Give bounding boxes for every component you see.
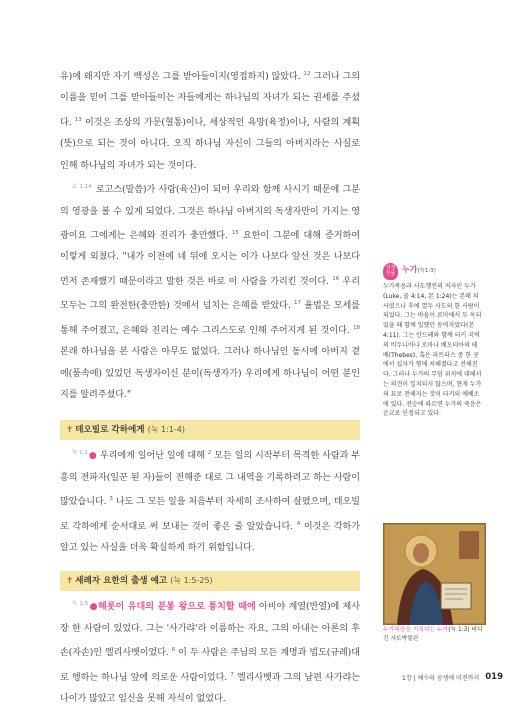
verse-number: 4 xyxy=(296,520,301,527)
section-heading-theophilus xyxy=(60,420,360,440)
section-title: 세례자 요한의 출생 예고 xyxy=(75,576,168,587)
chapter-label: 1장 | 예수의 공생애 이전까지 xyxy=(402,674,480,682)
text: 로고스(말씀)가 사람(육신)이 되어 우리와 함께 사시기 때문에 그분의 영광을 볼 수 있게 되었다. 그것은 하나님 아버지의 독생자만이 가지는 영광이요 그에게는 은혜와 진리가 충만했다. xyxy=(60,185,360,241)
verse-number: 17 xyxy=(294,300,301,307)
verse-number: 2 xyxy=(207,450,212,457)
text: 엘리사벳과 그의 남편 사가랴는 나이가 많았고 임신을 못해 자식이 없었다. xyxy=(60,672,360,705)
scripture-ref: 요 1:14 xyxy=(72,184,92,191)
sidebar-title xyxy=(402,264,436,275)
paragraph-john-1 xyxy=(60,64,360,177)
section-heading-john-baptist xyxy=(60,571,360,591)
verse-number: 6 xyxy=(171,647,176,654)
section-ref: (눅 1:1-4) xyxy=(147,425,185,435)
bullet-icon: ● xyxy=(89,602,98,613)
text: 그러나 그의 이름을 믿어 그를 받아들이는 자들에게는 하나님의 자녀가 되는 권세를 주셨다. xyxy=(60,72,361,128)
text: 모든 일의 시작부터 목격한 사람과 부흥의 전파자(일꾼 된 자)들이 전해준 대로 그 내역을 기록하려고 하는 사람이 많았습니다. xyxy=(60,451,360,508)
section-ref: (눅 1:5-25) xyxy=(170,576,213,586)
main-column xyxy=(60,64,360,711)
page-footer xyxy=(402,672,503,682)
section-title: 데오빌로 각하에게 xyxy=(75,425,145,436)
painting-illustration xyxy=(383,523,486,625)
paragraph-luke-1 xyxy=(60,443,360,559)
text: 우리 모두는 그의 완전한(충만한) 것에서 넘치는 은혜를 받았다. xyxy=(60,276,360,312)
text: 요한이 그분에 대해 증거하여 이렇게 외쳤다. "내가 이전에 네 뒤에 오시는 이가 나보다 앞선 것은 나보다 먼저 존재했기 때문이라고 말한 것은 바로 이 사람을 가리킨 것이다. xyxy=(60,230,360,287)
image-caption xyxy=(383,626,487,643)
verse-number: 7 xyxy=(230,671,234,678)
sidebar-person-note xyxy=(383,263,483,419)
text: 나도 그 모든 일을 처음부터 자세히 조사하여 살폈으며, 데오빌로 각하에게 순서대로 써 보내는 것이 좋은 줄 알았습니다. xyxy=(60,497,360,532)
cross-icon: ✝ xyxy=(66,425,74,436)
text: 이 두 사람은 주님의 모든 계명과 법도(규례)대로 행하는 하나님 앞에 의로운 사람이었다. xyxy=(60,648,360,683)
scripture-ref: 눅 1:1 xyxy=(72,450,88,457)
text: 율법은 모세를 통해 주어졌고, 은혜와 진리는 예수 그리스도로 인해 주어지게 된 것이다. xyxy=(60,301,360,336)
page-number: 019 xyxy=(485,672,503,682)
paragraph-luke-5 xyxy=(60,594,360,710)
verse-number: 3 xyxy=(109,496,113,503)
verse-number: 15 xyxy=(231,229,239,236)
caption-source: 비디긴 사도박물관 xyxy=(383,627,483,642)
bullet-icon: ● xyxy=(88,451,97,462)
text: 본래 하나님을 본 사람은 아무도 없었다. 그러나 하나님인 동시에 아버지 곁에(품속에) 있었던 독생자이신 분이(독생자가) 우리에게 하나님이 어떤 분인지를 알려주셨다." xyxy=(60,347,360,400)
scripture-ref: 눅 1:5 xyxy=(72,601,89,608)
verse-number: 13 xyxy=(74,116,82,123)
sidebar-body: 누가복음과 사도행전의 저자인 누가(Luke, 골 4:14, 몬 1:24)는 본래 의사였으나 후에 열두 사도의 한 사람이 되었다. 그는 바울이 로마에서 두 옥되었을 때 함께 일했던 동역자였다(몬4:11). 그는 안드레와 함께 터키 지역의 비두니아나 로마나 베오티아의 테베(Thebes), 혹은 파트라스 중 한 곳에서 십자가 형에 처해졌다고 전해진다. 그러나 누가의 무덤 위치에 대해서는 의견이 일치되지 않으며, 현재 누가의 묘로 전해지는 것이 터키의 에베소에 있다. 전승에 따르면 누가의 죽음은 순교로 인정되고 있다. xyxy=(383,283,482,418)
paragraph-john-14 xyxy=(60,177,360,406)
cross-icon: ✝ xyxy=(66,576,74,587)
verse-number: 16 xyxy=(332,275,340,282)
person-name: 누가 xyxy=(402,265,418,274)
luke-icon-painting-image xyxy=(383,523,486,625)
sidebar-header xyxy=(383,263,483,280)
text: 유)에 왜지만 자기 백성은 그를 받아들이지(영접하지) 않았다. xyxy=(60,72,301,83)
caption-title: 누가복음을 기록하는 누가 xyxy=(383,627,449,633)
verse-number: 12 xyxy=(303,71,311,77)
caption-ref: (눅 1:3) xyxy=(448,627,470,633)
highlight-text: 헤롯이 유대의 분봉 왕으로 통치할 때에 xyxy=(97,602,256,613)
text: 이것은 조상의 가문(혈통)이나, 세상적인 욕망(육정)이나, 사람의 계획(뜻)으로 되는 것이 아니다. 오직 하나님 자신이 그들의 아버지라는 사실로 인해 하나님의 자녀가 되는 것이다. xyxy=(60,117,360,171)
person-ref: (눅1:3) xyxy=(417,268,436,274)
text: 우리에게 일어난 일에 대해 xyxy=(96,451,205,462)
bible-person-badge-icon: 성경 인물 xyxy=(383,263,398,280)
text: 이것은 각하가 알고 있는 사실을 더욱 확실하게 하기 위함입니다. xyxy=(60,521,360,554)
verse-number: 18 xyxy=(353,324,360,331)
text: 아비야 계열(반열)에 제사장 한 사람이 있었다. 그는 '사가랴'라 이름하는 자요, 그의 아내는 아론의 후손(자손)인 엘리사벳이었다. xyxy=(60,602,360,659)
